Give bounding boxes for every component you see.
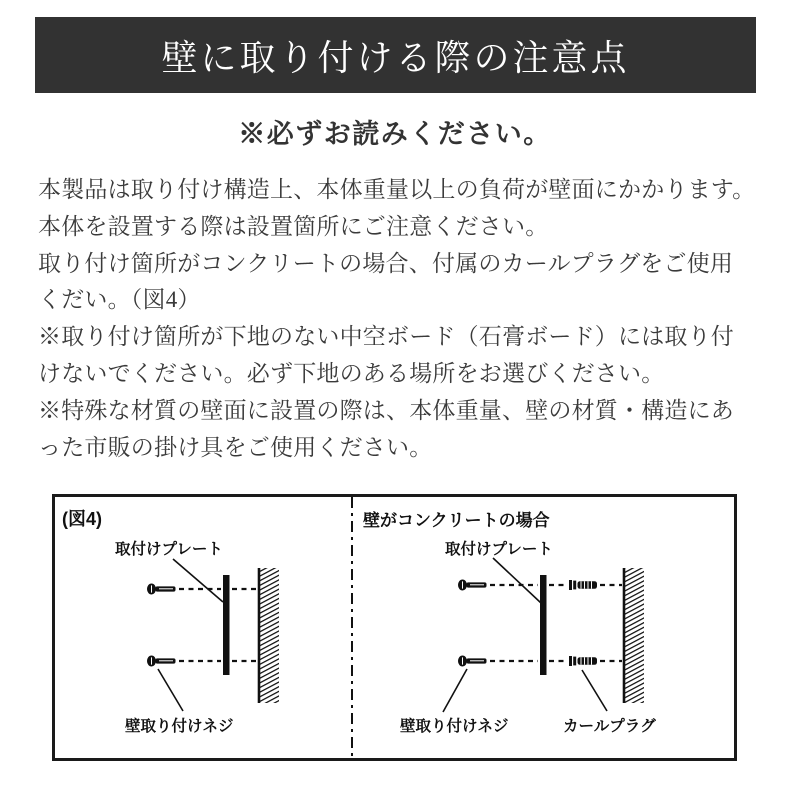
wall-anchor-icon [569, 656, 597, 666]
must-read-notice: ※必ずお読みください。 [238, 119, 552, 149]
panel-title: 壁がコンクリートの場合 [363, 511, 550, 530]
plug-label: カールプラグ [563, 718, 656, 735]
screw-leader-line [443, 669, 467, 712]
plate-label: 取付けプレート [115, 541, 223, 558]
body-line: ※特殊な材質の壁面に設置の際は、本体重量、壁の材質・構造にあ [38, 397, 734, 423]
plate-leader-line [493, 558, 541, 603]
page-title: 壁に取り付ける際の注意点 [161, 37, 630, 78]
plate-leader-line [173, 559, 223, 602]
mounting-plate [540, 575, 547, 675]
screw-leader-line [158, 669, 183, 711]
screw-icon [147, 656, 176, 667]
screw-label: 壁取り付けネジ [400, 718, 509, 735]
body-line: けないでください。必ず下地のある場所をお選びください。 [38, 360, 665, 386]
screw-icon [458, 656, 487, 667]
figure-left-panel [62, 509, 279, 735]
wall-hatch [625, 568, 644, 703]
screw-icon [147, 584, 176, 595]
body-line: 本体を設置する際は設置箇所にご注意ください。 [38, 213, 549, 239]
body-line: ※取り付け箇所が下地のない中空ボード（石膏ボード）には取り付 [38, 324, 734, 350]
body-line: 取り付け箇所がコンクリートの場合、付属のカールプラグをご使用 [38, 250, 734, 276]
header-banner [35, 17, 756, 93]
figure-caption: (図4) [62, 509, 102, 529]
body-line: 本製品は取り付け構造上、本体重量以上の負荷が壁面にかかります。 [38, 177, 756, 202]
wall-anchor-icon [569, 580, 597, 590]
plug-leader-line [582, 670, 607, 711]
mounting-plate [223, 575, 230, 675]
plate-label: 取付けプレート [445, 541, 553, 558]
figure-4-diagram [52, 494, 737, 761]
screw-icon [458, 580, 487, 591]
body-line: った市販の掛け具をご使用ください。 [38, 434, 433, 460]
screw-label: 壁取り付けネジ [125, 718, 234, 735]
mounting-diagram [55, 497, 734, 758]
body-line: くだい。（図4） [38, 287, 201, 313]
figure-right-panel [363, 510, 656, 735]
body-paragraphs [38, 172, 763, 466]
wall-hatch [260, 568, 279, 703]
